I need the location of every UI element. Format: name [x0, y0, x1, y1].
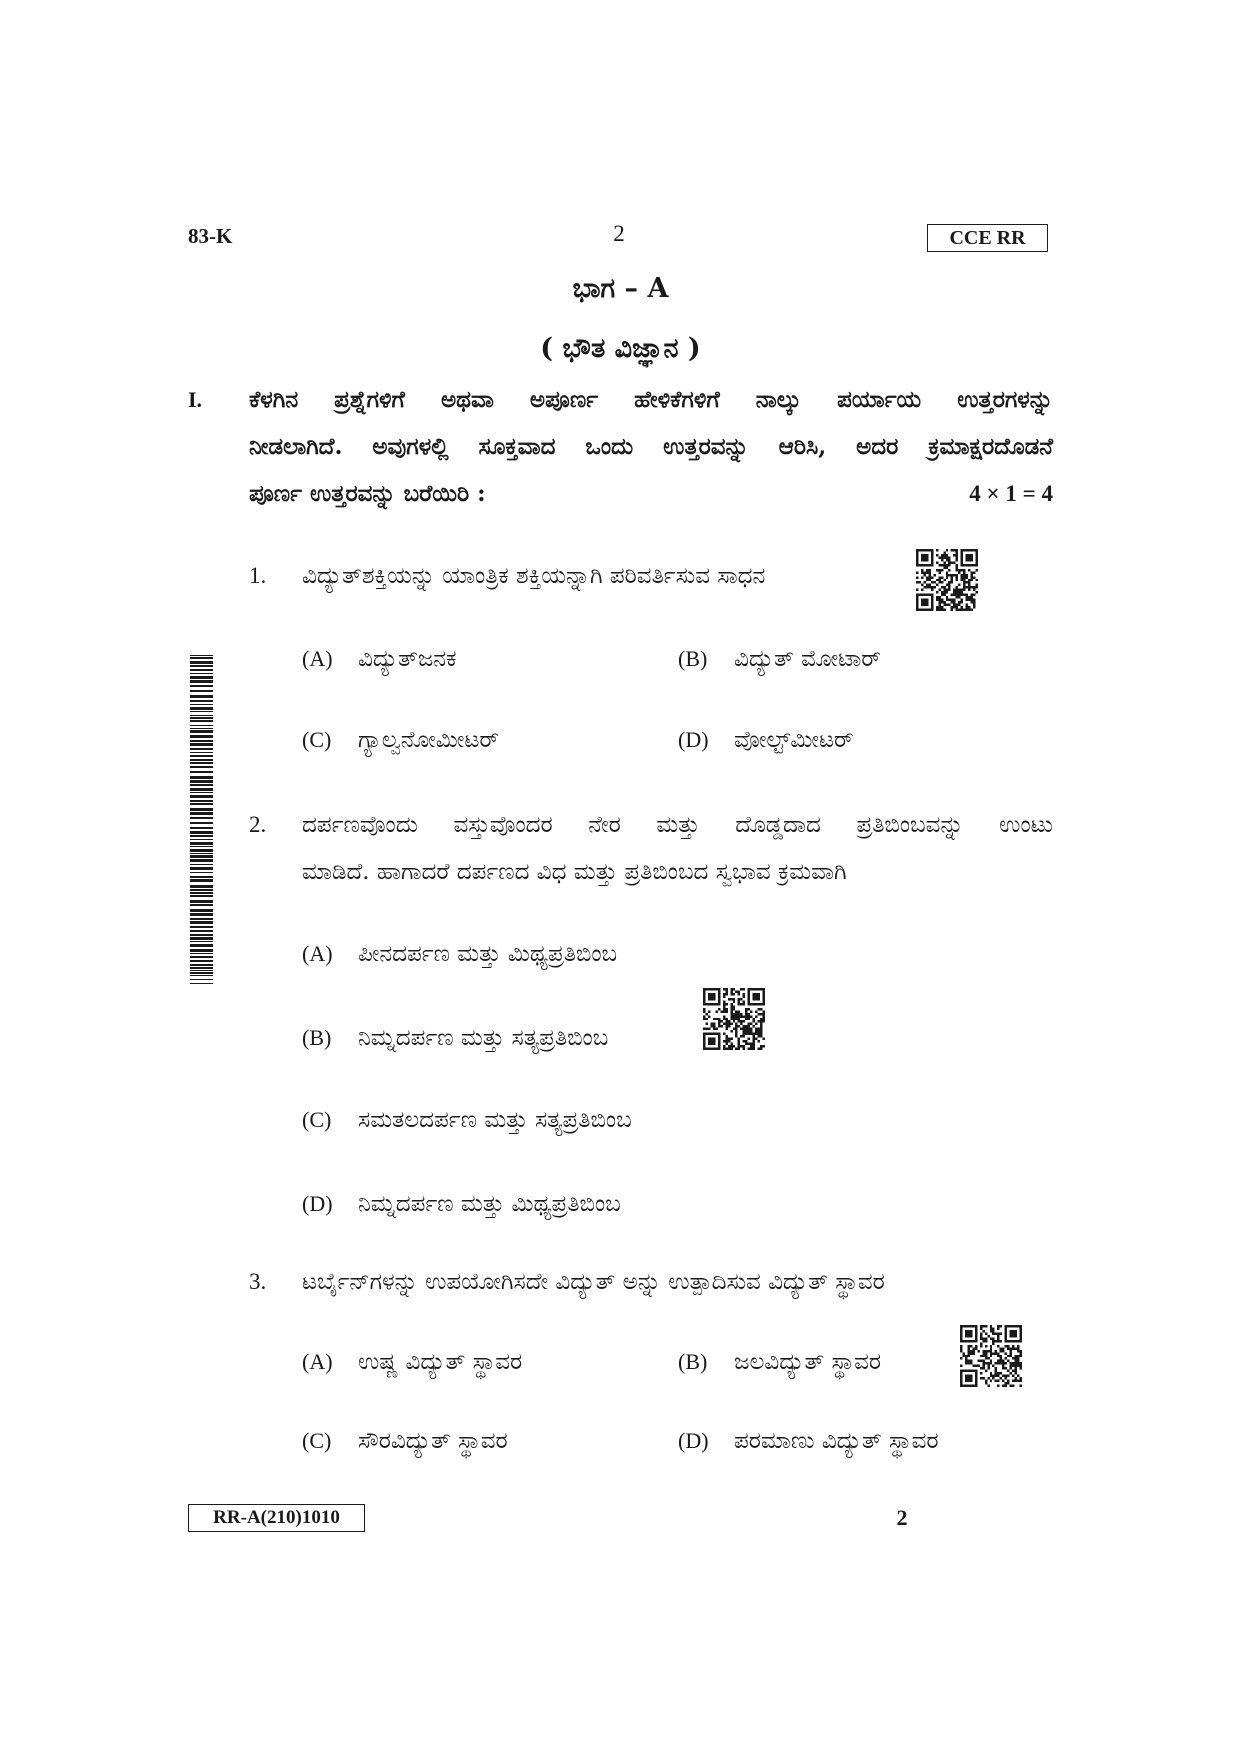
barcode: [190, 655, 213, 986]
qr-code: [960, 1325, 1022, 1387]
q3-option-a-letter: (A): [302, 1349, 333, 1374]
paper-code: 83-K: [188, 224, 233, 248]
footer-page-number: 2: [896, 1505, 908, 1530]
q2-option-c-text: ಸಮತಲದರ್ಪಣ ಮತ್ತು ಸತ್ಯಪ್ರತಿಬಿಂಬ: [358, 1107, 632, 1133]
section-number: I.: [188, 387, 203, 412]
part-title: ಭಾಗ – A: [572, 273, 669, 304]
footer-code: RR-A(210)1010: [188, 1504, 365, 1532]
q2-option-c-letter: (C): [302, 1107, 332, 1132]
qr-modules: [703, 988, 765, 1050]
header-page-number: 2: [613, 221, 625, 246]
q3-option-d-text: ಪರಮಾಣು ವಿದ್ಯುತ್ ಸ್ಥಾವರ: [734, 1428, 939, 1454]
instruction-line-1: ಕೆಳಗಿನ ಪ್ರಶ್ನೆಗಳಿಗೆ ಅಥವಾ ಅಪೂರ್ಣ ಹೇಳಿಕೆಗಳಿಗೆ ನಾಲ್ಕು ಪರ್ಯಾಯ ಉತ್ತರಗಳನ್ನು: [249, 386, 1053, 413]
q1-option-c-text: ಗ್ಯಾಲ್ವನೋಮೀಟರ್: [358, 727, 500, 753]
question-3-text: ಟರ್ಬೈನ್‌ಗಳನ್ನು ಉಪಯೋಗಿಸದೇ ವಿದ್ಯುತ್ ಅನ್ನು ಉತ್ಪಾದಿಸುವ ವಿದ್ಯುತ್ ಸ್ಥಾವರ: [302, 1269, 885, 1295]
question-1-text: ವಿದ್ಯುತ್‌ಶಕ್ತಿಯನ್ನು ಯಾಂತ್ರಿಕ ಶಕ್ತಿಯನ್ನಾಗಿ ಪರಿವರ್ತಿಸುವ ಸಾಧನ: [302, 563, 766, 589]
qr-modules: [960, 1325, 1022, 1387]
q3-option-c-letter: (C): [302, 1428, 332, 1453]
qr-code: [916, 549, 978, 611]
section-marks: 4 × 1 = 4: [969, 481, 1053, 506]
q1-option-b-text: ವಿದ್ಯುತ್ ಮೋಟಾರ್: [734, 646, 881, 672]
series-badge: CCE RR: [927, 224, 1048, 252]
q2-option-b-text: ನಿಮ್ನದರ್ಪಣ ಮತ್ತು ಸತ್ಯಪ್ರತಿಬಿಂಬ: [358, 1025, 609, 1051]
q1-option-a-letter: (A): [302, 646, 333, 671]
question-3-number: 3.: [249, 1269, 267, 1294]
q3-option-b-text: ಜಲವಿದ್ಯುತ್ ಸ್ಥಾವರ: [734, 1349, 882, 1375]
question-1-number: 1.: [249, 563, 267, 588]
instruction-line-3: ಪೂರ್ಣ ಉತ್ತರವನ್ನು ಬರೆಯಿರಿ :: [249, 480, 486, 507]
q2-option-a-text: ಪೀನದರ್ಪಣ ಮತ್ತು ಮಿಥ್ಯಪ್ರತಿಬಿಂಬ: [358, 941, 618, 967]
question-2-number: 2.: [249, 812, 267, 837]
q3-option-b-letter: (B): [678, 1349, 708, 1374]
qr-modules: [916, 549, 978, 611]
q1-option-b-letter: (B): [678, 646, 708, 671]
q2-option-d-letter: (D): [302, 1191, 333, 1216]
q1-option-d-letter: (D): [678, 727, 709, 752]
q3-option-c-text: ಸೌರವಿದ್ಯುತ್ ಸ್ಥಾವರ: [358, 1428, 508, 1454]
q2-option-a-letter: (A): [302, 941, 333, 966]
q2-option-b-letter: (B): [302, 1025, 332, 1050]
question-2-text-line-1: ದರ್ಪಣವೊಂದು ವಸ್ತುವೊಂದರ ನೇರ ಮತ್ತು ದೊಡ್ಡದಾದ ಪ್ರತಿಬಿಂಬವನ್ನು ಉಂಟು: [302, 812, 1053, 838]
qr-code: [703, 988, 765, 1050]
q1-option-c-letter: (C): [302, 727, 332, 752]
q3-option-a-text: ಉಷ್ಣ ವಿದ್ಯುತ್ ಸ್ಥಾವರ: [358, 1349, 523, 1375]
barcode-bars: [190, 655, 213, 984]
q1-option-a-text: ವಿದ್ಯುತ್‌ಜನಕ: [358, 646, 457, 672]
q2-option-d-text: ನಿಮ್ನದರ್ಪಣ ಮತ್ತು ಮಿಥ್ಯಪ್ರತಿಬಿಂಬ: [358, 1191, 621, 1217]
q1-option-d-text: ವೋಲ್ಟ್‌ಮೀಟರ್: [734, 727, 854, 753]
question-2-text-line-2: ಮಾಡಿದೆ. ಹಾಗಾದರೆ ದರ್ಪಣದ ವಿಧ ಮತ್ತು ಪ್ರತಿಬಿಂಬದ ಸ್ವಭಾವ ಕ್ರಮವಾಗಿ: [302, 859, 847, 885]
q3-option-d-letter: (D): [678, 1428, 709, 1453]
subject-title: ( ಭೌತ ವಿಜ್ಞಾನ ): [540, 333, 701, 364]
instruction-line-2: ನೀಡಲಾಗಿದೆ. ಅವುಗಳಲ್ಲಿ ಸೂಕ್ತವಾದ ಒಂದು ಉತ್ತರವನ್ನು ಆರಿಸಿ, ಅದರ ಕ್ರಮಾಕ್ಷರದೊಡನೆ: [249, 433, 1053, 460]
